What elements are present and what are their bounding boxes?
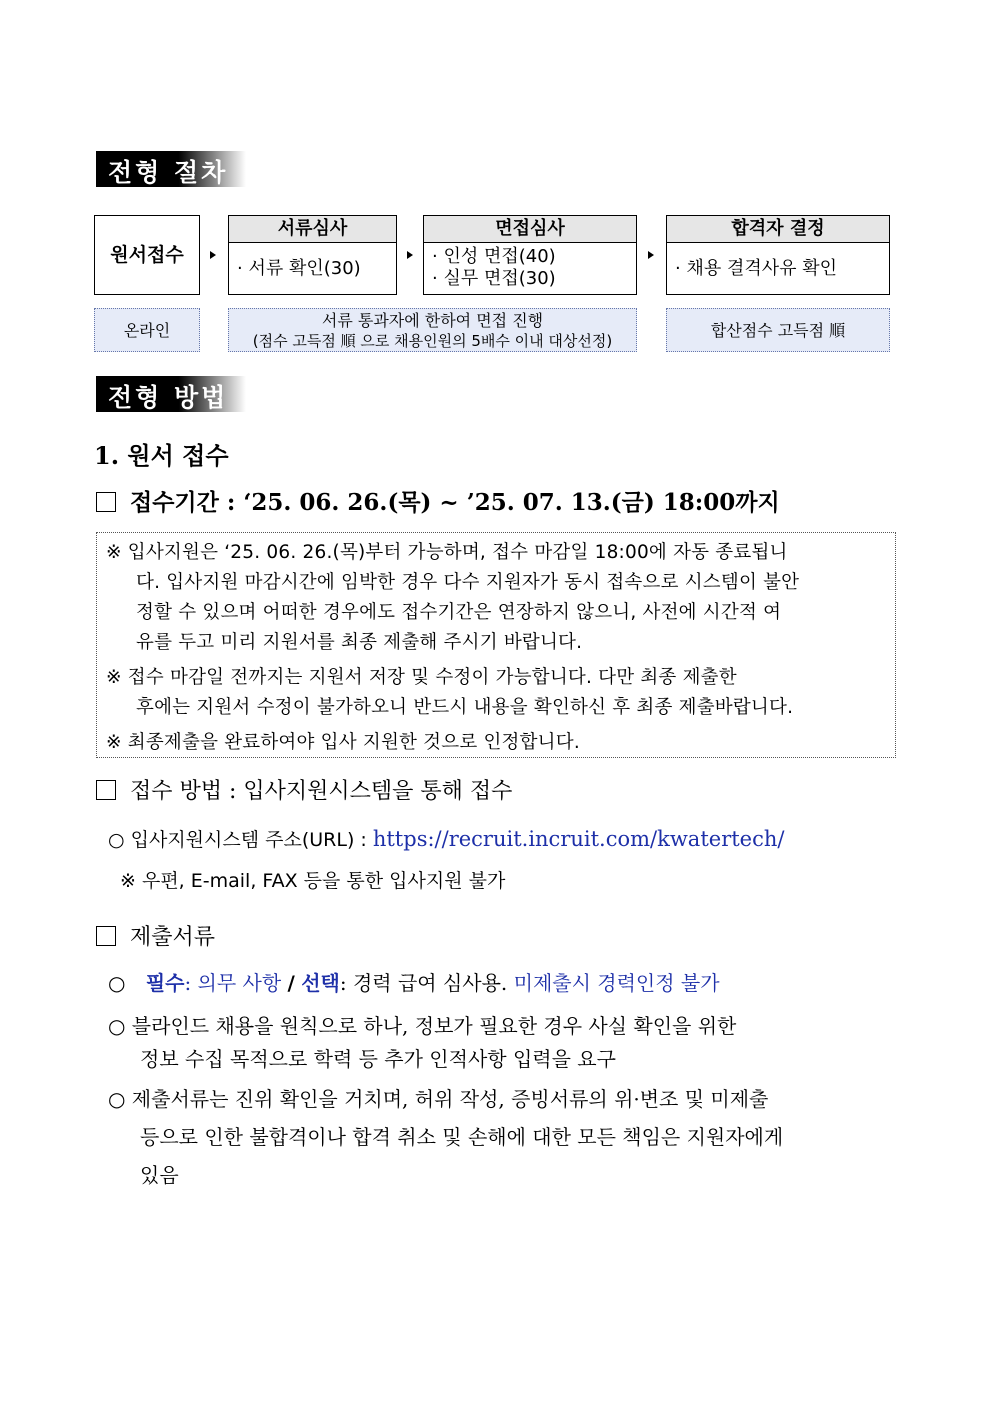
step-decision-box: [666, 215, 890, 295]
blind-line-2: 정보 수집 목적으로 학력 등 추가 인적사항 입력을 요구: [140, 1047, 616, 1071]
step-document-box: [228, 215, 397, 295]
step-interview-item-1: · 인성 면접(40): [432, 246, 556, 267]
notice-line: 다. 입사지원 마감시간에 임박한 경우 다수 지원자가 동시 접속으로 시스템이 불안: [136, 572, 800, 593]
checkbox-icon: [96, 926, 116, 946]
apply-method-label: 접수 방법 : 입사지원시스템을 통해 접수: [130, 779, 513, 804]
arrow-right-icon: [210, 251, 216, 259]
period-line: [96, 484, 780, 517]
apply-method-line: [96, 774, 512, 805]
step-document-title: 서류심사: [229, 216, 396, 243]
notice-line: ※ 접수 마감일 전까지는 지원서 저장 및 수정이 가능합니다. 다만 최종 제출한: [106, 667, 737, 688]
method-heading: 1. 원서 접수: [94, 441, 229, 470]
docs-required-label: 필수: [145, 971, 185, 995]
notice-line: 정할 수 있으며 어떠한 경우에도 접수기간은 연장하지 않으니, 사전에 시간적 여: [136, 602, 782, 623]
note-interview-line-2: (점수 고득점 順 으로 채용인원의 5배수 이내 대상선정): [252, 332, 613, 350]
notice-line: ※ 최종제출을 완료하여야 입사 지원한 것으로 인정합니다.: [106, 732, 580, 753]
notice-line: 후에는 지원서 수정이 불가하오니 반드시 내용을 확인하신 후 최종 제출바랍니다.: [136, 697, 794, 718]
url-label: ○ 입사지원시스템 주소(URL) :: [108, 829, 373, 851]
note-online: 온라인: [94, 308, 200, 352]
step-decision-title: 합격자 결정: [667, 216, 889, 243]
notice-line: 유를 두고 미리 지원서를 최종 제출해 주시기 바랍니다.: [136, 632, 583, 653]
docs-separator: /: [287, 971, 295, 995]
step-interview-box: [423, 215, 637, 295]
section-header-method: [96, 376, 246, 412]
step-interview-title: 면접심사: [424, 216, 636, 243]
blind-line-1: ○ 블라인드 채용을 원칙으로 하나, 정보가 필요한 경우 사실 확인을 위한: [108, 1014, 737, 1038]
notice-line: ※ 입사지원은 ‘25. 06. 26.(목)부터 가능하며, 접수 마감일 18:00에 자동 종료됩니: [106, 542, 788, 563]
step-document-item: · 서류 확인(30): [237, 258, 361, 279]
section-title: 전형 절차: [108, 158, 229, 187]
url-line: [108, 825, 784, 852]
arrow-right-icon: [648, 251, 654, 259]
docs-title-line: [96, 920, 215, 951]
verify-line-1: ○ 제출서류는 진위 확인을 거치며, 허위 작성, 증빙서류의 위·변조 및 미제출: [108, 1087, 769, 1111]
note-interview: [228, 308, 637, 352]
docs-warning: 미제출시 경력인정 불가: [513, 971, 720, 995]
step-application-box: [94, 215, 200, 295]
checkbox-icon: [96, 780, 116, 800]
recruit-url-link[interactable]: https://recruit.incruit.com/kwatertech/: [372, 827, 785, 851]
verify-line-2: 등으로 인한 불합격이나 합격 취소 및 손해에 대한 모든 책임은 지원자에게: [140, 1125, 784, 1149]
no-mail-note: ※ 우편, E-mail, FAX 등을 통한 입사지원 불가: [120, 870, 506, 892]
bullet-icon: ○: [108, 971, 126, 995]
note-score: 합산점수 고득점 順: [666, 308, 890, 352]
section-header-procedure: [96, 151, 246, 187]
docs-title: 제출서류: [130, 925, 216, 950]
docs-required-line: [108, 967, 720, 996]
checkbox-icon: [96, 492, 116, 512]
step-decision-item: · 채용 결격사유 확인: [675, 258, 837, 279]
docs-required-desc: : 의무 사항: [184, 971, 282, 995]
section-title: 전형 방법: [108, 383, 229, 412]
step-application-label: 원서접수: [110, 244, 184, 266]
period-label: 접수기간 : ‘25. 06. 26.(목) ~ ’25. 07. 13.(금) 18:00까지: [130, 489, 780, 516]
docs-optional-label: 선택: [301, 971, 340, 995]
arrow-right-icon: [407, 251, 413, 259]
docs-optional-desc: : 경력 급여 심사용.: [339, 971, 508, 995]
step-interview-item-2: · 실무 면접(30): [432, 268, 556, 289]
verify-line-3: 있음: [140, 1163, 179, 1187]
note-interview-line-1: 서류 통과자에 한하여 면접 진행: [321, 311, 544, 330]
